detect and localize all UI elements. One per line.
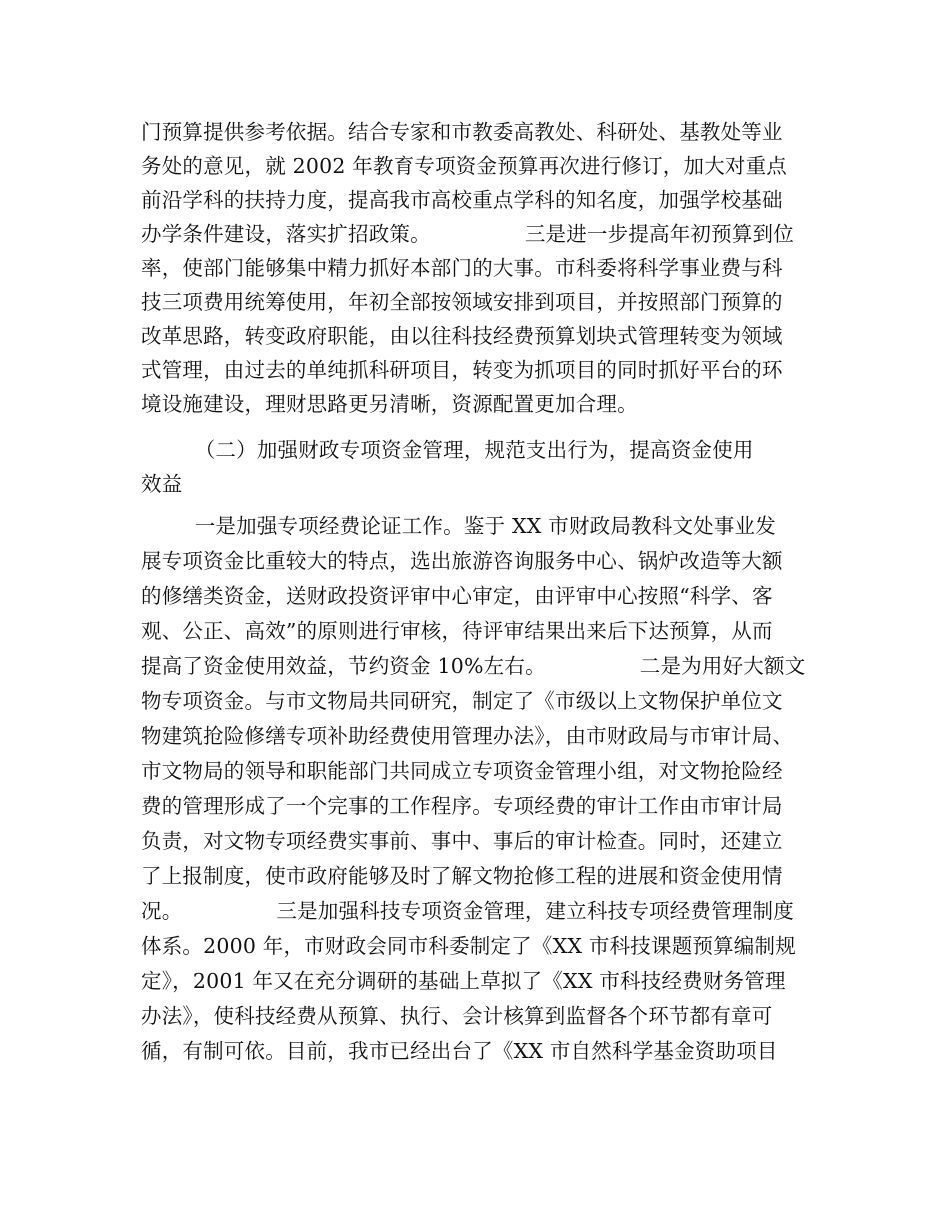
text-line: 况。 三是加强科技专项资金管理，建立科技专项经费管理制度: [141, 899, 794, 923]
text-line: 市文物局的领导和职能部门共同成立专项资金管理小组，对文物抢险经: [141, 759, 783, 783]
text-line: 技三项费用统筹使用，年初全部按领域安排到项目，并按照部门预算的: [141, 290, 783, 314]
text-line: 办学条件建设，落实扩招政策。 三是进一步提高年初预算到位: [141, 222, 794, 246]
section-heading: （二）加强财政专项资金管理，规范支出行为，提高资金使用: [141, 438, 754, 462]
text-line: 改革思路，转变政府职能，由以往科技经费预算划块式管理转变为领域: [141, 324, 783, 348]
text-line: 展专项资金比重较大的特点，选出旅游咨询服务中心、锅炉改造等大额: [141, 549, 783, 573]
text-line: 的修缮类资金，送财政投资评审中心审定，由评审中心按照“科学、客: [141, 584, 773, 608]
text-line: 循，有制可依。目前，我市已经出台了《XX 市自然科学基金资助项目: [141, 1039, 778, 1063]
text-line: 物建筑抢险修缮专项补助经费使用管理办法》，由市财政局与市审计局、: [141, 724, 794, 748]
text-line: 一是加强专项经费论证工作。鉴于 XX 市财政局教科文处事业发: [141, 514, 776, 538]
text-line: 定》，2001 年又在充分调研的基础上草拟了《XX 市科技经费财务管理: [141, 969, 786, 993]
text-line: 了上报制度，使市政府能够及时了解文物抢修工程的进展和资金使用情: [141, 864, 783, 888]
text-line: 率，使部门能够集中精力抓好本部门的大事。市科委将科学事业费与科: [141, 256, 783, 280]
text-line: 提高了资金使用效益，节约资金 10%左右。 二是为用好大额文: [141, 654, 806, 678]
text-line: 境设施建设，理财思路更另清晰，资源配置更加合理。: [141, 392, 638, 416]
text-line: 门预算提供参考依据。结合专家和市教委高教处、科研处、基教处等业: [141, 120, 783, 144]
text-line: 观、公正、高效”的原则进行审核，待评审结果出来后下达预算，从而: [141, 619, 773, 643]
section-heading-continued: 效益: [141, 472, 183, 496]
text-line: 办法》，使科技经费从预算、执行、会计核算到监督各个环节都有章可: [141, 1004, 773, 1028]
text-line: 费的管理形成了一个完事的工作程序。专项经费的审计工作由市审计局: [141, 794, 783, 818]
text-line: 前沿学科的扶持力度，提高我市高校重点学科的知名度，加强学校基础: [141, 188, 783, 212]
text-line: 物专项资金。与市文物局共同研究，制定了《市级以上文物保护单位文: [141, 689, 783, 713]
text-line: 体系。2000 年，市财政会同市科委制定了《XX 市科技课题预算编制规: [141, 934, 796, 958]
text-line: 负责，对文物专项经费实事前、事中、事后的审计检查。同时，还建立: [141, 829, 783, 853]
text-line: 式管理，由过去的单纯抓科研项目，转变为抓项目的同时抓好平台的环: [141, 358, 783, 382]
text-line: 务处的意见，就 2002 年教育专项资金预算再次进行修订，加大对重点: [141, 154, 788, 178]
